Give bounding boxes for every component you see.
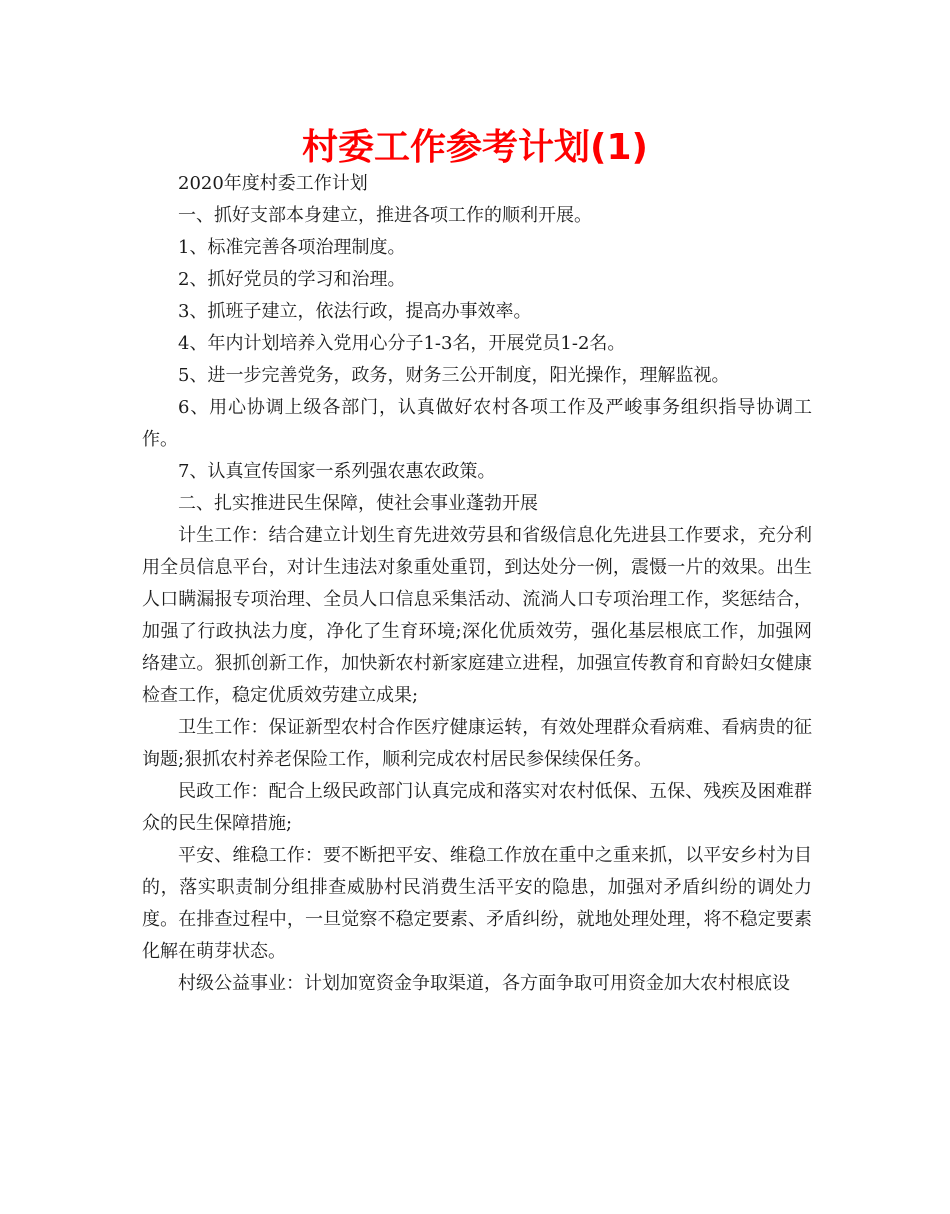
paragraph-health: 卫生工作：保证新型农村合作医疗健康运转，有效处理群众看病难、看病贵的征询题;狠抓农村养老保险工作，顺利完成农村居民参保续保任务。 [142,717,812,770]
paragraph-civil-affairs: 民政工作：配合上级民政部门认真完成和落实对农村低保、五保、残疾及困难群众的民生保障措施; [142,781,812,834]
paragraph-item-3: 3、抓班子建立，依法行政，提高办事效率。 [178,301,532,322]
paragraph-year-plan-heading: 2020年度村委工作计划 [178,173,368,194]
paragraph-item-5: 5、进一步完善党务，政务，财务三公开制度，阳光操作，理解监视。 [178,365,730,386]
paragraph-safety-stability: 平安、维稳工作：要不断把平安、维稳工作放在重中之重来抓，以平安乡村为目的，落实职责制分组排查威胁村民消费生活平安的隐患，加强对矛盾纠纷的调处力度。在排查过程中，一旦觉察不稳定要素、矛盾纠纷，就地处理处理，将不稳定要素化解在萌芽状态。 [142,845,812,962]
paragraph-item-1: 1、标准完善各项治理制度。 [178,237,406,258]
paragraph-section-one-heading: 一、抓好支部本身建立，推进各项工作的顺利开展。 [178,205,592,226]
paragraph-item-4: 4、年内计划培养入党用心分子1-3名，开展党员1-2名。 [178,333,626,354]
paragraph-section-two-heading: 二、扎实推进民生保障，使社会事业蓬勃开展 [178,493,538,514]
paragraph-item-2: 2、抓好党员的学习和治理。 [178,269,406,290]
paragraph-item-6: 6、用心协调上级各部门，认真做好农村各项工作及严峻事务组织指导协调工作。 [142,397,812,450]
paragraph-item-7: 7、认真宣传国家一系列强农惠农政策。 [178,461,496,482]
paragraph-family-planning: 计生工作：结合建立计划生育先进效劳县和省级信息化先进县工作要求，充分利用全员信息平台，对计生违法对象重处重罚，到达处分一例，震慑一片的效果。出生人口瞒漏报专项治理、全员人口信息采集活动、流淌人口专项治理工作，奖惩结合，加强了行政执法力度，净化了生育环境;深化优质效劳，强化基层根底工作，加强网络建立。狠抓创新工作，加快新农村新家庭建立进程，加强宣传教育和育龄妇女健康检查工作，稳定优质效劳建立成果; [142,525,812,706]
document-body [142,168,812,1000]
document-title: 村委工作参考计划(1) [302,127,648,168]
paragraph-public-welfare: 村级公益事业：计划加宽资金争取渠道，各方面争取可用资金加大农村根底设 [178,973,790,994]
